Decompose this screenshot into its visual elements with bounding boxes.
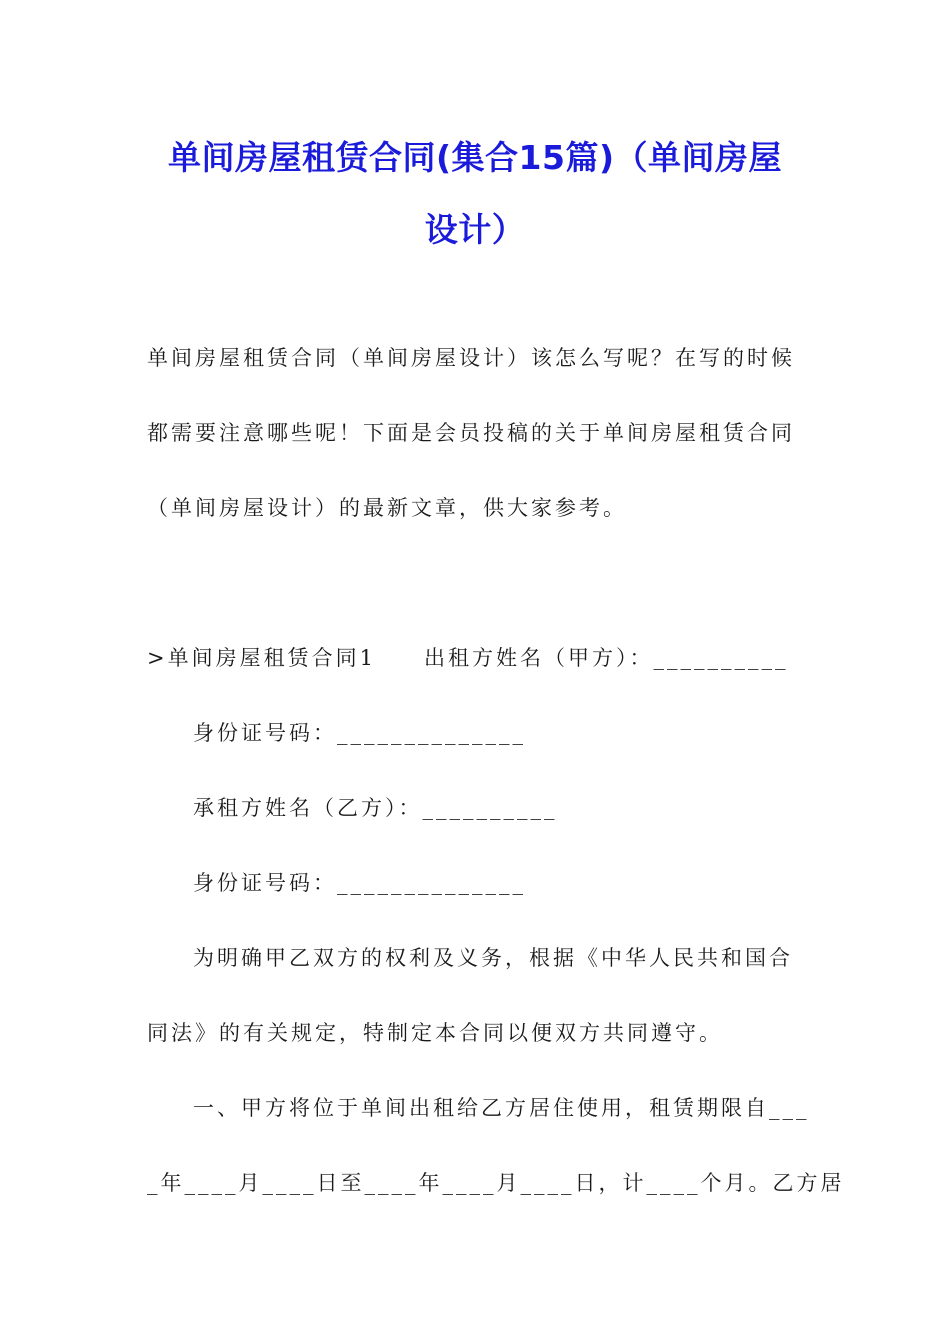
document-title-line-2: 设计） [424,210,526,249]
purpose-line-2: 同法》的有关规定，特制定本合同以便双方共同遵守。 [147,1021,723,1045]
lessor-id-field: 身份证号码：______________ [193,721,526,745]
intro-line-3: （单间房屋设计）的最新文章，供大家参考。 [147,496,627,520]
intro-line-1: 单间房屋租赁合同（单间房屋设计）该怎么写呢？在写的时候 [147,346,795,370]
document-title-line-1: 单间房屋租赁合同(集合15篇)（单间房屋 [167,138,783,177]
contract-heading: >单间房屋租赁合同1 出租方姓名（甲方）：__________ [147,646,789,670]
lessee-id-field: 身份证号码：______________ [193,871,526,895]
clause-1-line-1: 一、甲方将位于单间出租给乙方居住使用，租赁期限自___ [193,1096,810,1120]
purpose-line-1: 为明确甲乙双方的权利及义务，根据《中华人民共和国合 [193,946,793,970]
clause-1-line-2: _年____月____日至____年____月____日，计____个月。乙方居 [147,1171,845,1195]
lessee-name-field: 承租方姓名（乙方）：__________ [193,796,558,820]
intro-line-2: 都需要注意哪些呢！下面是会员投稿的关于单间房屋租赁合同 [147,421,795,445]
